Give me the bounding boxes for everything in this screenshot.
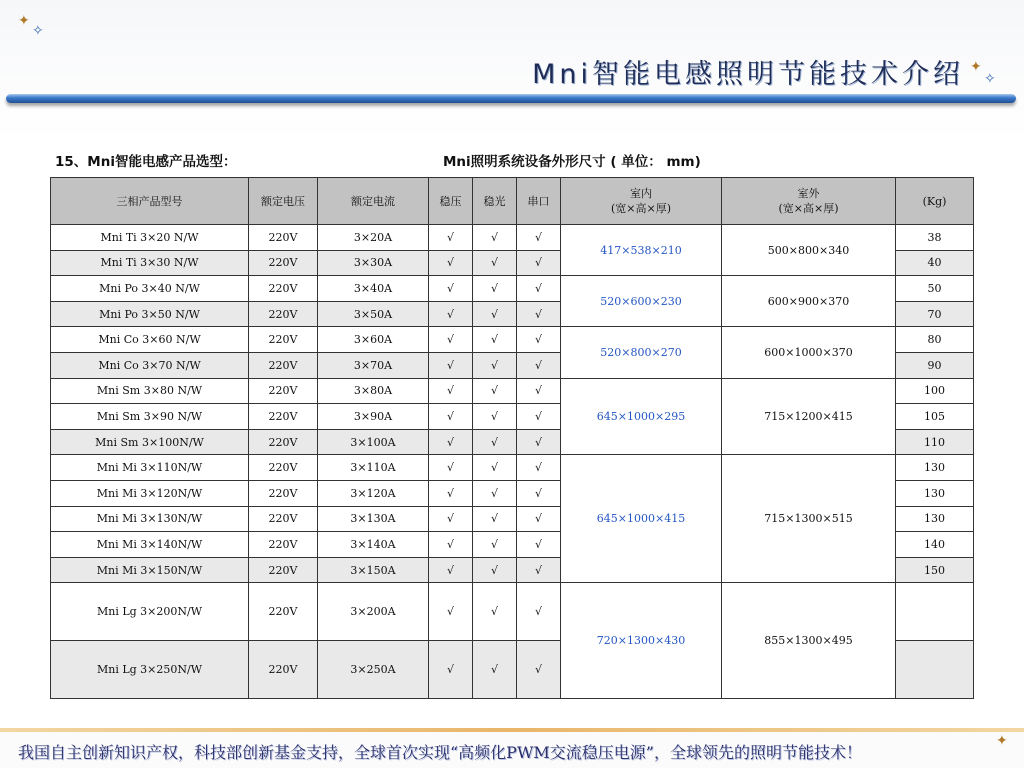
footer-slogan: 我国自主创新知识产权，科技部创新基金支持，全球首次实现“高频化PWM交流稳压电源”，全球领先的照明节能技术！	[18, 743, 862, 762]
cell-outdoor-size: 715×1300×515	[722, 455, 896, 583]
cell-voltage: 220V	[249, 225, 318, 251]
cell-check: √	[429, 455, 473, 481]
cell-voltage: 220V	[249, 455, 318, 481]
cell-model: Mni Lg 3×250N/W	[51, 641, 249, 699]
cell-weight: 90	[896, 352, 974, 378]
table-row	[51, 225, 974, 251]
cell-check: √	[429, 352, 473, 378]
cell-check: √	[473, 557, 517, 583]
cell-check: √	[429, 583, 473, 641]
cell-check: √	[473, 301, 517, 327]
cell-current: 3×120A	[318, 480, 429, 506]
header-light-stabilization: 稳光	[473, 178, 517, 225]
cell-check: √	[429, 404, 473, 430]
cell-model: Mni Sm 3×100N/W	[51, 429, 249, 455]
cell-current: 3×200A	[318, 583, 429, 641]
cell-model: Mni Mi 3×110N/W	[51, 455, 249, 481]
cell-current: 3×30A	[318, 250, 429, 276]
cell-outdoor-size: 715×1200×415	[722, 378, 896, 455]
cell-check: √	[473, 455, 517, 481]
cell-voltage: 220V	[249, 583, 318, 641]
cell-weight: 130	[896, 506, 974, 532]
cell-voltage: 220V	[249, 506, 318, 532]
cell-voltage: 220V	[249, 429, 318, 455]
cell-weight: 150	[896, 557, 974, 583]
cell-check: √	[473, 404, 517, 430]
dimensions-heading: Mni照明系统设备外形尺寸 ( 单位： mm)	[443, 154, 701, 170]
table-row	[51, 378, 974, 404]
page-title: Mni智能电感照明节能技术介绍	[532, 59, 964, 90]
cell-check: √	[473, 378, 517, 404]
cell-indoor-size: 720×1300×430	[561, 583, 722, 699]
cell-weight: 140	[896, 532, 974, 558]
cell-check: √	[517, 557, 561, 583]
cell-outdoor-size: 600×900×370	[722, 276, 896, 327]
cell-current: 3×20A	[318, 225, 429, 251]
cell-check: √	[517, 225, 561, 251]
sparkle-icon: ✦	[970, 59, 982, 75]
sparkle-icon: ✧	[984, 71, 996, 87]
cell-indoor-size: 645×1000×415	[561, 455, 722, 583]
cell-check: √	[517, 404, 561, 430]
cell-check: √	[473, 480, 517, 506]
cell-model: Mni Ti 3×30 N/W	[51, 250, 249, 276]
cell-weight: 50	[896, 276, 974, 302]
cell-check: √	[429, 641, 473, 699]
cell-current: 3×50A	[318, 301, 429, 327]
header-voltage-stabilization: 稳压	[429, 178, 473, 225]
cell-voltage: 220V	[249, 327, 318, 353]
cell-outdoor-size: 500×800×340	[722, 225, 896, 276]
cell-check: √	[429, 250, 473, 276]
cell-weight: 70	[896, 301, 974, 327]
cell-check: √	[473, 429, 517, 455]
cell-indoor-size: 645×1000×295	[561, 378, 722, 455]
cell-weight: 130	[896, 455, 974, 481]
cell-model: Mni Co 3×60 N/W	[51, 327, 249, 353]
cell-check: √	[429, 327, 473, 353]
cell-check: √	[429, 276, 473, 302]
selection-heading: 15、Mni智能电感产品选型：	[55, 154, 237, 170]
cell-voltage: 220V	[249, 250, 318, 276]
header-indoor-size	[561, 178, 722, 225]
cell-voltage: 220V	[249, 480, 318, 506]
sparkle-icon: ✦	[996, 733, 1008, 749]
header-indoor-label: 室内	[630, 187, 652, 200]
header-outdoor-label: 室外	[797, 187, 820, 200]
header-voltage: 额定电压	[249, 178, 318, 225]
sparkle-icon: ✧	[32, 23, 44, 39]
cell-current: 3×90A	[318, 404, 429, 430]
cell-weight	[896, 583, 974, 641]
cell-check: √	[473, 506, 517, 532]
cell-check: √	[473, 352, 517, 378]
cell-outdoor-size: 855×1300×495	[722, 583, 896, 699]
cell-voltage: 220V	[249, 404, 318, 430]
cell-check: √	[429, 532, 473, 558]
cell-check: √	[517, 276, 561, 302]
cell-check: √	[429, 378, 473, 404]
header-weight: (Kg)	[896, 178, 974, 225]
cell-check: √	[517, 506, 561, 532]
cell-voltage: 220V	[249, 532, 318, 558]
cell-voltage: 220V	[249, 641, 318, 699]
cell-voltage: 220V	[249, 276, 318, 302]
table-header-row	[51, 178, 974, 225]
title-divider	[6, 94, 1016, 103]
cell-current: 3×80A	[318, 378, 429, 404]
cell-current: 3×250A	[318, 641, 429, 699]
cell-weight: 130	[896, 480, 974, 506]
cell-check: √	[429, 557, 473, 583]
cell-indoor-size: 520×800×270	[561, 327, 722, 378]
sparkle-icon: ✦	[18, 13, 30, 29]
header-current: 额定电流	[318, 178, 429, 225]
cell-model: Mni Po 3×40 N/W	[51, 276, 249, 302]
cell-weight: 38	[896, 225, 974, 251]
header-outdoor-unit: (宽×高×厚)	[778, 202, 839, 215]
cell-check: √	[517, 532, 561, 558]
cell-check: √	[429, 480, 473, 506]
cell-voltage: 220V	[249, 378, 318, 404]
cell-check: √	[517, 378, 561, 404]
cell-current: 3×40A	[318, 276, 429, 302]
cell-weight: 100	[896, 378, 974, 404]
cell-model: Mni Mi 3×150N/W	[51, 557, 249, 583]
header-outdoor-size	[722, 178, 896, 225]
cell-check: √	[473, 641, 517, 699]
header-model: 三相产品型号	[51, 178, 249, 225]
cell-model: Mni Mi 3×130N/W	[51, 506, 249, 532]
cell-current: 3×70A	[318, 352, 429, 378]
cell-model: Mni Co 3×70 N/W	[51, 352, 249, 378]
cell-check: √	[473, 583, 517, 641]
cell-check: √	[517, 327, 561, 353]
cell-check: √	[517, 641, 561, 699]
cell-check: √	[517, 352, 561, 378]
cell-indoor-size: 520×600×230	[561, 276, 722, 327]
cell-voltage: 220V	[249, 557, 318, 583]
cell-check: √	[473, 276, 517, 302]
cell-check: √	[429, 429, 473, 455]
cell-current: 3×60A	[318, 327, 429, 353]
cell-current: 3×110A	[318, 455, 429, 481]
cell-current: 3×130A	[318, 506, 429, 532]
cell-check: √	[429, 506, 473, 532]
cell-model: Mni Mi 3×120N/W	[51, 480, 249, 506]
product-spec-table	[50, 177, 974, 699]
cell-indoor-size: 417×538×210	[561, 225, 722, 276]
header-serial-port: 串口	[517, 178, 561, 225]
cell-check: √	[429, 301, 473, 327]
cell-check: √	[517, 301, 561, 327]
cell-model: Mni Sm 3×80 N/W	[51, 378, 249, 404]
cell-weight: 40	[896, 250, 974, 276]
cell-check: √	[473, 327, 517, 353]
cell-weight	[896, 641, 974, 699]
cell-weight: 105	[896, 404, 974, 430]
cell-check: √	[517, 480, 561, 506]
cell-model: Mni Mi 3×140N/W	[51, 532, 249, 558]
table-row	[51, 276, 974, 302]
cell-check: √	[429, 225, 473, 251]
cell-weight: 110	[896, 429, 974, 455]
cell-current: 3×100A	[318, 429, 429, 455]
header-indoor-unit: (宽×高×厚)	[610, 202, 672, 215]
cell-check: √	[517, 583, 561, 641]
table-row	[51, 583, 974, 641]
cell-model: Mni Ti 3×20 N/W	[51, 225, 249, 251]
cell-voltage: 220V	[249, 301, 318, 327]
cell-check: √	[517, 250, 561, 276]
cell-current: 3×150A	[318, 557, 429, 583]
cell-voltage: 220V	[249, 352, 318, 378]
cell-model: Mni Lg 3×200N/W	[51, 583, 249, 641]
cell-check: √	[473, 250, 517, 276]
cell-current: 3×140A	[318, 532, 429, 558]
cell-check: √	[517, 429, 561, 455]
cell-outdoor-size: 600×1000×370	[722, 327, 896, 378]
table-row	[51, 327, 974, 353]
cell-model: Mni Po 3×50 N/W	[51, 301, 249, 327]
cell-check: √	[473, 532, 517, 558]
cell-check: √	[473, 225, 517, 251]
table-row	[51, 455, 974, 481]
cell-weight: 80	[896, 327, 974, 353]
cell-check: √	[517, 455, 561, 481]
cell-model: Mni Sm 3×90 N/W	[51, 404, 249, 430]
